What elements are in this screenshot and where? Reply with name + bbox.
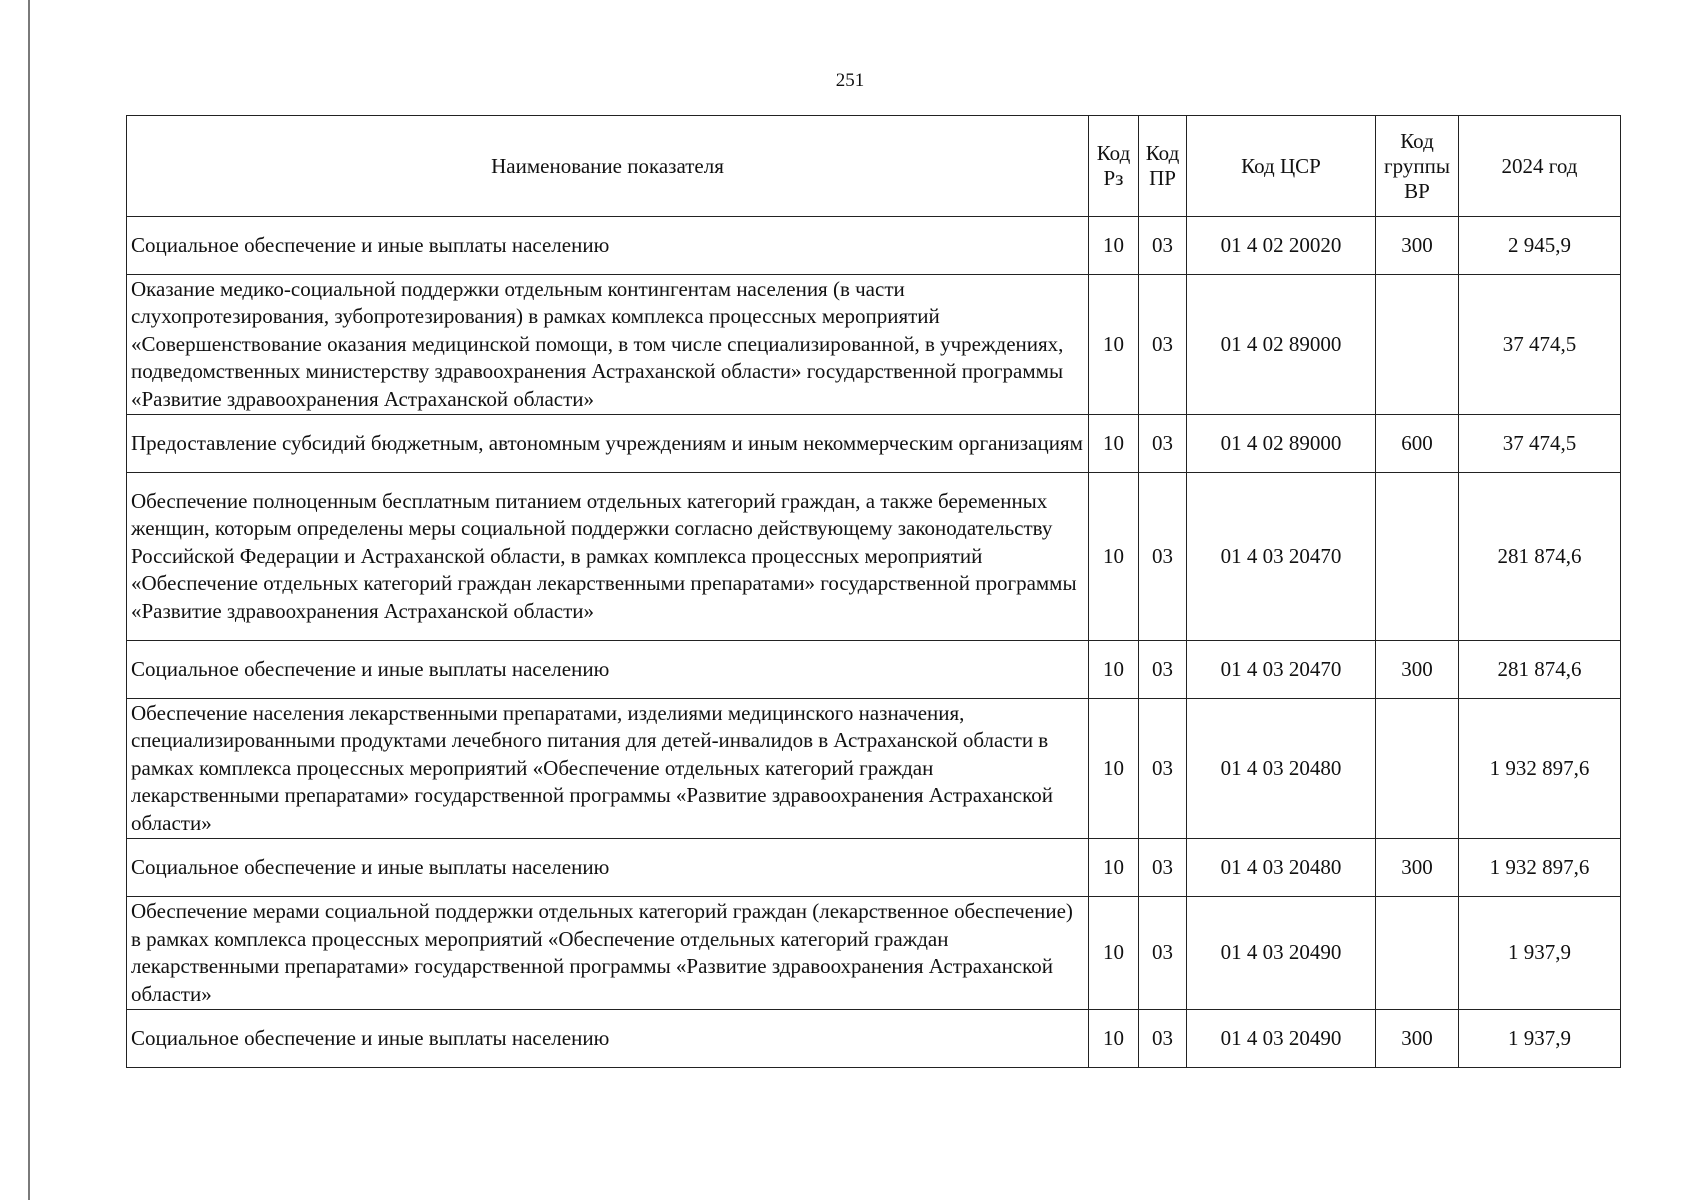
row-vr: 600	[1376, 415, 1459, 473]
row-name: Социальное обеспечение и иные выплаты населению	[127, 839, 1089, 897]
header-pr-line1: Код	[1145, 141, 1180, 165]
header-year	[1459, 116, 1621, 217]
row-name: Социальное обеспечение и иные выплаты населению	[127, 217, 1089, 275]
row-amount: 1 937,9	[1459, 897, 1621, 1010]
row-pr: 03	[1139, 217, 1187, 275]
row-name: Обеспечение мерами социальной поддержки отдельных категорий граждан (лекарственное обеспечение) в рамках комплекса процессных мероприятий «Обеспечение отдельных категорий граждан лекарственными препаратами» государственной программы «Развитие здравоохранения Астраханской области»	[127, 897, 1089, 1010]
row-csr: 01 4 03 20470	[1187, 641, 1376, 699]
table-row	[127, 275, 1621, 415]
row-amount: 37 474,5	[1459, 415, 1621, 473]
row-csr: 01 4 02 89000	[1187, 415, 1376, 473]
row-amount: 1 932 897,6	[1459, 699, 1621, 839]
row-rz: 10	[1089, 473, 1139, 641]
row-vr: 300	[1376, 1010, 1459, 1068]
header-csr-text: Код ЦСР	[1241, 153, 1321, 178]
row-amount: 1 932 897,6	[1459, 839, 1621, 897]
table-row	[127, 473, 1621, 641]
row-rz: 10	[1089, 897, 1139, 1010]
row-name: Предоставление субсидий бюджетным, автономным учреждениям и иным некоммерческим организациям	[127, 415, 1089, 473]
row-pr: 03	[1139, 415, 1187, 473]
row-csr: 01 4 02 20020	[1187, 217, 1376, 275]
header-vr	[1376, 116, 1459, 217]
header-vr-line3: ВР	[1404, 178, 1430, 203]
row-name: Социальное обеспечение и иные выплаты населению	[127, 1010, 1089, 1068]
header-pr-line2: ПР	[1149, 166, 1176, 190]
budget-table	[126, 115, 1621, 1068]
row-rz: 10	[1089, 699, 1139, 839]
row-amount: 281 874,6	[1459, 641, 1621, 699]
row-csr: 01 4 02 89000	[1187, 275, 1376, 415]
row-pr: 03	[1139, 1010, 1187, 1068]
header-year-text: 2024 год	[1501, 153, 1578, 178]
row-name: Обеспечение населения лекарственными препаратами, изделиями медицинского назначения, специализированными продуктами лечебного питания для детей-инвалидов в Астраханской области в рамках комплекса процессных мероприятий «Обеспечение отдельных категорий граждан лекарственными препаратами» государственной программы «Развитие здравоохранения Астраханской области»	[127, 699, 1089, 839]
row-rz: 10	[1089, 415, 1139, 473]
row-csr: 01 4 03 20480	[1187, 699, 1376, 839]
header-vr-line2: группы	[1384, 153, 1450, 178]
row-vr	[1376, 699, 1459, 839]
table-row	[127, 415, 1621, 473]
row-pr: 03	[1139, 897, 1187, 1010]
row-rz: 10	[1089, 1010, 1139, 1068]
page-number: 251	[835, 70, 865, 91]
row-name: Обеспечение полноценным бесплатным питанием отдельных категорий граждан, а также беременных женщин, которым определены меры социальной поддержки согласно действующему законодательству Российской Федерации и Астраханской области, в рамках комплекса процессных мероприятий «Обеспечение отдельных категорий граждан лекарственными препаратами» государственной программы «Развитие здравоохранения Астраханской области»	[127, 473, 1089, 641]
header-name	[127, 116, 1089, 217]
row-pr: 03	[1139, 473, 1187, 641]
row-vr	[1376, 275, 1459, 415]
row-rz: 10	[1089, 641, 1139, 699]
row-csr: 01 4 03 20490	[1187, 897, 1376, 1010]
row-vr: 300	[1376, 217, 1459, 275]
header-rz	[1089, 116, 1139, 217]
row-vr: 300	[1376, 641, 1459, 699]
row-name: Социальное обеспечение и иные выплаты населению	[127, 641, 1089, 699]
table-header-row	[127, 116, 1621, 217]
row-pr: 03	[1139, 699, 1187, 839]
table-row	[127, 839, 1621, 897]
row-csr: 01 4 03 20490	[1187, 1010, 1376, 1068]
table-row	[127, 1010, 1621, 1068]
header-rz-line2: Рз	[1103, 166, 1124, 190]
row-rz: 10	[1089, 839, 1139, 897]
row-csr: 01 4 03 20470	[1187, 473, 1376, 641]
row-amount: 281 874,6	[1459, 473, 1621, 641]
header-rz-line1: Код	[1096, 141, 1131, 165]
row-csr: 01 4 03 20480	[1187, 839, 1376, 897]
table-row	[127, 641, 1621, 699]
row-pr: 03	[1139, 275, 1187, 415]
table-row	[127, 897, 1621, 1010]
row-vr	[1376, 897, 1459, 1010]
row-rz: 10	[1089, 275, 1139, 415]
header-csr	[1187, 116, 1376, 217]
table-row	[127, 699, 1621, 839]
row-name: Оказание медико-социальной поддержки отдельным контингентам населения (в части слухопротезирования, зубопротезирования) в рамках комплекса процессных мероприятий «Совершенствование оказания медицинской помощи, в том числе специализированной, в учреждениях, подведомственных министерству здравоохранения Астраханской области» государственной программы «Развитие здравоохранения Астраханской области»	[127, 275, 1089, 415]
table-row	[127, 217, 1621, 275]
row-amount: 1 937,9	[1459, 1010, 1621, 1068]
row-amount: 2 945,9	[1459, 217, 1621, 275]
row-vr: 300	[1376, 839, 1459, 897]
header-name-text: Наименование показателя	[491, 153, 724, 178]
row-pr: 03	[1139, 641, 1187, 699]
row-pr: 03	[1139, 839, 1187, 897]
left-margin-line	[28, 0, 30, 1200]
row-rz: 10	[1089, 217, 1139, 275]
row-amount: 37 474,5	[1459, 275, 1621, 415]
header-vr-line1: Код	[1400, 128, 1434, 153]
header-pr	[1139, 116, 1187, 217]
row-vr	[1376, 473, 1459, 641]
